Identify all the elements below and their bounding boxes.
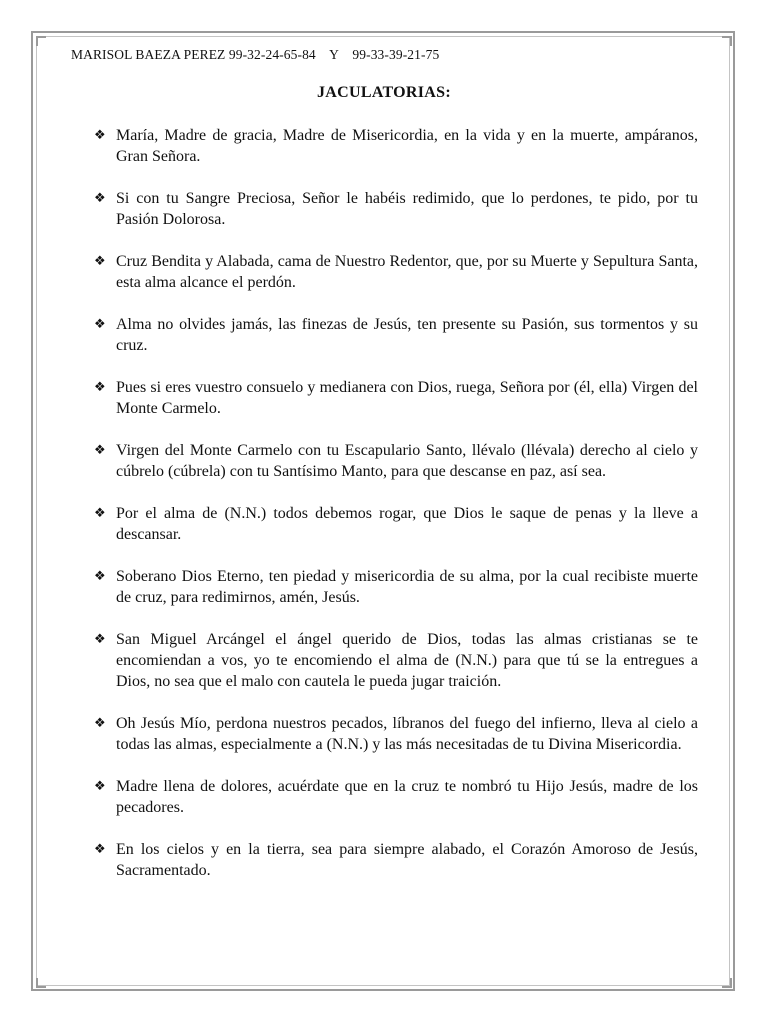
four-diamond-bullet-icon: ❖ (94, 716, 106, 731)
prayer-text: Pues si eres vuestro consuelo y medianera con Dios, ruega, Señora por (él, ella) Virgen del Monte Carmelo. (116, 379, 698, 417)
prayer-item (94, 566, 698, 608)
prayer-item (94, 629, 698, 692)
four-diamond-bullet-icon: ❖ (94, 506, 106, 521)
border-corner-ornament (36, 36, 46, 46)
prayer-list (94, 125, 698, 902)
prayer-item (94, 251, 698, 293)
contact-header: MARISOL BAEZA PEREZ 99-32-24-65-84 Y 99-33-39-21-75 (71, 47, 440, 62)
prayer-text: Alma no olvides jamás, las finezas de Jesús, ten presente su Pasión, sus tormentos y su cruz. (116, 316, 698, 354)
four-diamond-bullet-icon: ❖ (94, 569, 106, 584)
prayer-text: Oh Jesús Mío, perdona nuestros pecados, líbranos del fuego del infierno, lleva al cielo a todas las almas, especialmente a (N.N.) y las más necesitadas de tu Divina Misericordia. (116, 715, 698, 753)
prayer-item (94, 314, 698, 356)
border-corner-ornament (36, 978, 46, 988)
prayer-item (94, 125, 698, 167)
prayer-item (94, 440, 698, 482)
prayer-text: Por el alma de (N.N.) todos debemos rogar, que Dios le saque de penas y la lleve a descansar. (116, 505, 698, 543)
prayer-item (94, 839, 698, 881)
four-diamond-bullet-icon: ❖ (94, 191, 106, 206)
page-title: JACULATORIAS: (317, 84, 451, 101)
four-diamond-bullet-icon: ❖ (94, 632, 106, 647)
prayer-text: San Miguel Arcángel el ángel querido de Dios, todas las almas cristianas se te encomiendan a vos, yo te encomiendo el alma de (N.N.) para que tú se la entregues a Dios, no sea que el malo con cautela le pueda jugar traición. (116, 631, 698, 690)
four-diamond-bullet-icon: ❖ (94, 128, 106, 143)
prayer-item (94, 713, 698, 755)
border-corner-ornament (722, 36, 732, 46)
prayer-item (94, 503, 698, 545)
prayer-text: Madre llena de dolores, acuérdate que en la cruz te nombró tu Hijo Jesús, madre de los pecadores. (116, 778, 698, 816)
four-diamond-bullet-icon: ❖ (94, 380, 106, 395)
prayer-text: Cruz Bendita y Alabada, cama de Nuestro Redentor, que, por su Muerte y Sepultura Santa, esta alma alcance el perdón. (116, 253, 698, 291)
prayer-text: Virgen del Monte Carmelo con tu Escapulario Santo, llévalo (llévala) derecho al cielo y cúbrelo (cúbrela) con tu Santísimo Manto, para que descanse en paz, así sea. (116, 442, 698, 480)
prayer-text: María, Madre de gracia, Madre de Misericordia, en la vida y en la muerte, ampáranos, Gran Señora. (116, 127, 698, 165)
prayer-text: En los cielos y en la tierra, sea para siempre alabado, el Corazón Amoroso de Jesús, Sacramentado. (116, 841, 698, 879)
prayer-item (94, 776, 698, 818)
prayer-item (94, 377, 698, 419)
four-diamond-bullet-icon: ❖ (94, 842, 106, 857)
four-diamond-bullet-icon: ❖ (94, 779, 106, 794)
prayer-item (94, 188, 698, 230)
four-diamond-bullet-icon: ❖ (94, 254, 106, 269)
four-diamond-bullet-icon: ❖ (94, 317, 106, 332)
prayer-text: Si con tu Sangre Preciosa, Señor le habéis redimido, que lo perdones, te pido, por tu Pasión Dolorosa. (116, 190, 698, 228)
prayer-text: Soberano Dios Eterno, ten piedad y misericordia de su alma, por la cual recibiste muerte de cruz, para redimirnos, amén, Jesús. (116, 568, 698, 606)
border-corner-ornament (722, 978, 732, 988)
four-diamond-bullet-icon: ❖ (94, 443, 106, 458)
